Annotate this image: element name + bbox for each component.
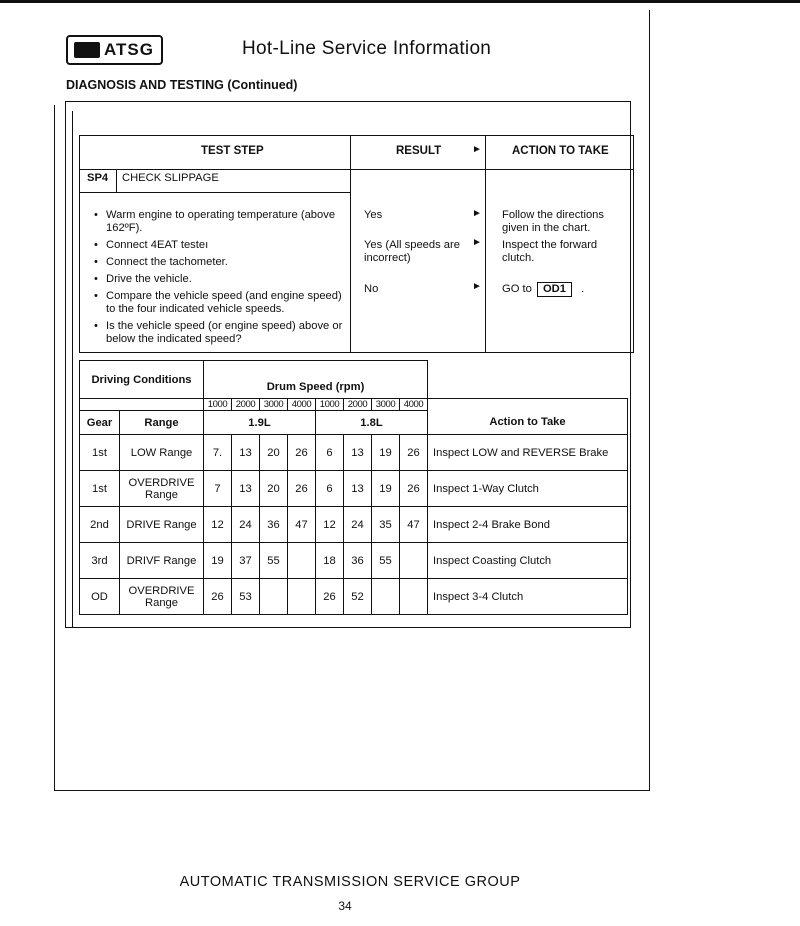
instruction-list [92,209,348,350]
speed-cell [400,543,428,579]
speed-cell: 7 [204,471,232,507]
speed-cell: 26 [204,579,232,615]
table-row [80,579,628,615]
action-text: Inspect the forward clutch. [502,239,598,264]
rpm-header: 4000 [400,399,428,411]
driving-conditions-header: Driving Conditions [80,361,204,399]
step-title: CHECK SLIPPAGE [122,172,219,184]
action-cell: Inspect 2-4 Brake Bond [428,507,628,543]
action-cell: Inspect Coasting Clutch [428,543,628,579]
speed-cell: 53 [232,579,260,615]
speed-cell: 26 [316,579,344,615]
goto-label: GO to [502,283,532,295]
rpm-header: 3000 [372,399,400,411]
speed-cell: 35 [372,507,400,543]
instruction-item: • Drive the vehicle. [92,273,348,286]
speed-cell: 52 [344,579,372,615]
speed-cell: 36 [260,507,288,543]
section-title: DIAGNOSIS AND TESTING (Continued) [66,78,298,92]
range-cell: DRIVF Range [120,543,204,579]
speed-cell: 13 [232,435,260,471]
rpm-header: 3000 [260,399,288,411]
page-left-rule [54,105,55,791]
rpm-header: 4000 [288,399,316,411]
speed-cell: 26 [288,435,316,471]
table-row [80,471,628,507]
speed-cell: 26 [288,471,316,507]
speed-cell [400,579,428,615]
page-header-title: Hot-Line Service Information [242,38,492,59]
gear-header: Gear [80,411,120,435]
instruction-item: • Compare the vehicle speed (and engine speed) to the four indicated vehicle speeds. [92,290,348,316]
speed-cell: 37 [232,543,260,579]
drum-speed-header: Drum Speed (rpm) [204,361,428,399]
speed-cell: 19 [204,543,232,579]
action-goto [502,282,584,297]
step-id-divider [116,169,117,192]
speed-cell: 13 [232,471,260,507]
speed-cell [288,543,316,579]
speed-cell: 7. [204,435,232,471]
action-text: Follow the directions given in the chart. [502,209,604,234]
page-bottom-rule [54,790,650,791]
engine-header: 1.8L [316,411,428,435]
drum-speed-table [79,360,628,615]
speed-cell: 19 [372,435,400,471]
top-border [0,0,800,3]
instruction-item: • Connect 4EAT testeı [92,239,348,252]
gear-cell: 3rd [80,543,120,579]
gear-cell: 1st [80,435,120,471]
speed-cell [260,579,288,615]
result-text: Yes (All speeds are incorrect) [364,239,460,264]
speed-cell: 12 [316,507,344,543]
goto-suffix: . [581,283,585,295]
speed-cell: 6 [316,471,344,507]
speed-cell: 18 [316,543,344,579]
speed-cell: 24 [232,507,260,543]
action-cell: Inspect 3-4 Clutch [428,579,628,615]
speed-cell: 36 [344,543,372,579]
speed-cell: 26 [400,435,428,471]
rpm-header: 2000 [344,399,372,411]
rpm-header: 1000 [316,399,344,411]
step-title-divider [80,192,350,193]
action-cell: Inspect LOW and REVERSE Brake [428,435,628,471]
logo-mark-icon [74,42,100,58]
arrow-right-icon: ► [472,281,482,292]
speed-cell: 6 [316,435,344,471]
instruction-item: • Is the vehicle speed (or engine speed) above or below the indicated speed? [92,320,348,346]
speed-cell: 13 [344,435,372,471]
table-row [80,507,628,543]
rpm-header: 1000 [204,399,232,411]
gear-cell: OD [80,579,120,615]
speed-cell: 26 [400,471,428,507]
speed-cell: 12 [204,507,232,543]
table-row [80,543,628,579]
range-cell: LOW Range [120,435,204,471]
action-header: ACTION TO TAKE [512,145,609,157]
range-cell: DRIVE Range [120,507,204,543]
action-cell: Inspect 1-Way Clutch [428,471,628,507]
speed-cell: 19 [372,471,400,507]
page-number: 34 [338,899,352,913]
speed-cell: 20 [260,435,288,471]
arrow-right-icon: ► [472,208,482,219]
engine-header: 1.9L [204,411,316,435]
instruction-item: • Warm engine to operating temperature (above 162ºF). [92,209,348,235]
result-header: RESULT [396,145,442,157]
gear-cell: 1st [80,471,120,507]
instruction-item: • Connect the tachometer. [92,256,348,269]
result-text: Yes [364,209,383,221]
speed-cell: 47 [400,507,428,543]
table-row [80,435,628,471]
speed-cell: 24 [344,507,372,543]
goto-step-box: OD1 [537,282,572,297]
speed-cell [372,579,400,615]
speed-cell: 47 [288,507,316,543]
speed-cell: 55 [372,543,400,579]
result-text: No [364,283,379,295]
range-cell: OVERDRIVE Range [120,579,204,615]
range-header: Range [120,411,204,435]
rpm-header: 2000 [232,399,260,411]
gear-cell: 2nd [80,507,120,543]
range-cell: OVERDRIVE Range [120,471,204,507]
atsg-logo [66,35,163,65]
action-to-take-header: Action to Take [428,411,628,435]
page-right-rule [649,10,650,791]
step-id: SP4 [87,172,109,184]
speed-cell [288,579,316,615]
test-step-table [79,135,634,353]
header-divider [80,169,633,170]
arrow-right-icon: ► [472,144,482,155]
speed-cell: 13 [344,471,372,507]
arrow-right-icon: ► [472,237,482,248]
logo-text: ATSG [104,40,154,59]
test-step-header: TEST STEP [201,145,264,157]
speed-cell: 55 [260,543,288,579]
footer-org: AUTOMATIC TRANSMISSION SERVICE GROUP [179,874,521,890]
speed-cell: 20 [260,471,288,507]
